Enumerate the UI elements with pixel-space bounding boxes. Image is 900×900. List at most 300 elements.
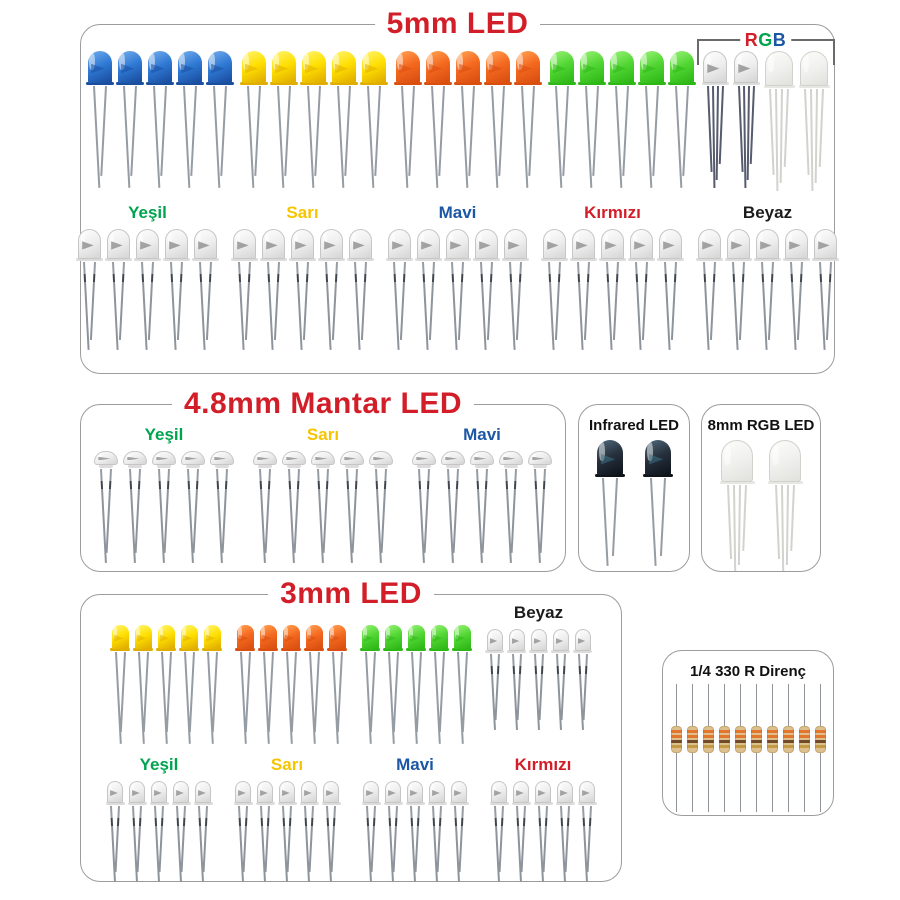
resistor bbox=[749, 684, 764, 812]
led-legs bbox=[304, 806, 313, 882]
led-dome bbox=[369, 451, 393, 465]
led-leg bbox=[220, 86, 227, 176]
led-reflection bbox=[479, 241, 491, 249]
led-legs bbox=[176, 806, 185, 882]
panel-title: Infrared LED bbox=[588, 417, 679, 434]
led-reflection bbox=[160, 635, 169, 642]
led-reflection bbox=[111, 241, 123, 249]
group-label: Kırmızı bbox=[584, 203, 641, 222]
led-mantar bbox=[498, 451, 525, 563]
led-legs bbox=[521, 86, 535, 188]
led-3mm-clear bbox=[127, 781, 147, 882]
led-reflection bbox=[818, 241, 830, 249]
led-leg bbox=[199, 262, 206, 350]
led-leg bbox=[733, 485, 736, 571]
led-legs bbox=[775, 485, 795, 571]
led-3mm-green bbox=[429, 625, 450, 744]
led-reflection bbox=[410, 790, 418, 796]
led-reflection bbox=[151, 64, 164, 74]
led-group-yeşil bbox=[105, 755, 213, 882]
led-legs bbox=[183, 86, 197, 188]
led-leg bbox=[265, 469, 271, 553]
led-legs bbox=[367, 86, 381, 188]
led-reflection bbox=[416, 457, 428, 461]
led-reflection bbox=[127, 457, 139, 461]
led-3mm-clear bbox=[149, 781, 169, 882]
led-legs bbox=[454, 806, 463, 882]
led-reflection bbox=[331, 635, 340, 642]
led-reflection bbox=[98, 457, 110, 461]
led-leg bbox=[718, 86, 723, 164]
led-3mm-clear bbox=[105, 781, 125, 882]
led-leg bbox=[344, 86, 351, 176]
led-leg bbox=[528, 86, 535, 176]
led-group-5mm-orange bbox=[394, 51, 542, 188]
led-dome bbox=[283, 625, 300, 649]
led-reflection bbox=[490, 638, 498, 644]
led-legs bbox=[286, 652, 296, 744]
led-leg bbox=[712, 86, 715, 188]
led-leg bbox=[538, 654, 543, 720]
resistor-row bbox=[663, 684, 833, 812]
led-dome bbox=[165, 229, 188, 259]
led-5mm-yellow bbox=[360, 51, 388, 188]
led-5mm-clear bbox=[657, 229, 684, 350]
led-5mm-clear bbox=[628, 229, 655, 350]
panel-title: 3mm LED bbox=[268, 575, 434, 613]
led-highlight bbox=[768, 54, 774, 72]
led-leg bbox=[159, 806, 164, 872]
led-leg bbox=[732, 262, 739, 350]
led-leg bbox=[577, 262, 584, 350]
led-reflection bbox=[388, 790, 396, 796]
led-leg bbox=[585, 86, 592, 188]
led-legs bbox=[434, 652, 444, 744]
led-reflection bbox=[456, 635, 465, 642]
group-label: Mavi bbox=[396, 755, 434, 774]
led-reflection bbox=[304, 790, 312, 796]
led-leg bbox=[254, 86, 261, 176]
led-leg bbox=[739, 262, 745, 340]
led-leg bbox=[671, 262, 677, 340]
led-5mm-clear bbox=[134, 229, 161, 350]
led-3mm-yellow bbox=[156, 625, 177, 744]
led-reflection bbox=[489, 64, 502, 74]
led-reflection bbox=[260, 790, 268, 796]
led-leg bbox=[206, 262, 212, 340]
led-legs bbox=[158, 469, 170, 563]
led-5mm-clear bbox=[231, 229, 258, 350]
led-leg bbox=[130, 86, 137, 176]
led-dome bbox=[362, 51, 386, 83]
led-legs bbox=[512, 654, 521, 730]
led-legs bbox=[819, 262, 832, 350]
led-leg bbox=[287, 806, 292, 872]
led-legs bbox=[337, 86, 351, 188]
led-reflection bbox=[266, 241, 278, 249]
led-reflection bbox=[198, 241, 210, 249]
led-reflection bbox=[206, 635, 215, 642]
led-dome bbox=[260, 625, 277, 649]
led-dome bbox=[454, 625, 471, 649]
led-dome bbox=[543, 229, 566, 259]
led-legs bbox=[738, 86, 755, 188]
led-legs bbox=[480, 262, 493, 350]
led-dome bbox=[785, 229, 808, 259]
led-dome bbox=[148, 51, 172, 83]
led-5mm-clear bbox=[570, 229, 597, 350]
led-dome bbox=[475, 229, 498, 259]
group-label: Yeşil bbox=[144, 425, 184, 444]
led-leg bbox=[738, 485, 741, 565]
group-label: Sarı bbox=[306, 425, 340, 444]
led-leg bbox=[181, 806, 186, 872]
led-reflection bbox=[324, 241, 336, 249]
led-legs bbox=[277, 86, 291, 188]
led-legs bbox=[410, 806, 419, 882]
led-legs bbox=[170, 262, 183, 350]
led-leg bbox=[222, 469, 228, 553]
led-dome bbox=[504, 229, 527, 259]
led-legs bbox=[112, 262, 125, 350]
resistor-body bbox=[799, 726, 810, 753]
led-leg bbox=[325, 262, 332, 350]
resistor-body bbox=[767, 726, 778, 753]
led-reflection bbox=[649, 454, 663, 465]
led-dome bbox=[311, 451, 335, 465]
led-5mm-yellow bbox=[300, 51, 328, 188]
led-legs bbox=[703, 262, 716, 350]
led-leg bbox=[790, 485, 795, 551]
led-leg bbox=[521, 806, 526, 872]
led-leg bbox=[606, 262, 613, 350]
led-reflection bbox=[445, 457, 457, 461]
led-legs bbox=[650, 478, 666, 566]
led-legs bbox=[213, 86, 227, 188]
led-dome bbox=[323, 781, 339, 803]
led-dome bbox=[645, 440, 671, 475]
led-legs bbox=[451, 262, 464, 350]
led-legs bbox=[645, 86, 659, 188]
led-reflection bbox=[237, 241, 249, 249]
led-legs bbox=[509, 262, 522, 350]
led-row bbox=[541, 229, 684, 350]
led-dome bbox=[118, 51, 142, 83]
led-dome bbox=[257, 781, 273, 803]
led-dome bbox=[407, 781, 423, 803]
led-reflection bbox=[578, 638, 586, 644]
led-leg bbox=[453, 469, 459, 553]
led-rgb-diffused bbox=[799, 51, 830, 191]
led-leg bbox=[521, 86, 528, 188]
led-reflection bbox=[198, 790, 206, 796]
led-mantar bbox=[339, 451, 366, 563]
led-3mm-clear bbox=[427, 781, 447, 882]
led-reflection bbox=[185, 457, 197, 461]
led-leg bbox=[743, 86, 746, 188]
resistor-body bbox=[719, 726, 730, 753]
led-3mm-labeled-row bbox=[81, 755, 621, 882]
led-row bbox=[489, 781, 597, 882]
led-reflection bbox=[429, 64, 442, 74]
led-leg bbox=[244, 652, 250, 732]
led-leg bbox=[415, 806, 420, 872]
led-dome bbox=[456, 51, 480, 83]
led-reflection bbox=[110, 790, 118, 796]
led-mantar bbox=[151, 451, 178, 563]
led-dome bbox=[557, 781, 573, 803]
led-dome bbox=[509, 629, 525, 651]
led-dome bbox=[446, 229, 469, 259]
led-leg bbox=[401, 86, 408, 188]
panel-title: 8mm RGB LED bbox=[707, 417, 815, 434]
led-reflection bbox=[738, 64, 750, 73]
led-leg bbox=[761, 262, 768, 350]
led-reflection bbox=[538, 790, 546, 796]
led-3mm-colored-row bbox=[81, 595, 621, 744]
led-dome bbox=[362, 625, 379, 649]
led-8mm-rgb-row bbox=[702, 440, 820, 571]
led-5mm-green bbox=[548, 51, 576, 188]
led-5mm-blue bbox=[146, 51, 174, 188]
led-dome bbox=[487, 629, 503, 651]
led-dome bbox=[129, 781, 145, 803]
led-dome bbox=[262, 229, 285, 259]
led-leg bbox=[499, 806, 504, 872]
led-legs bbox=[675, 86, 689, 188]
led-reflection bbox=[450, 241, 462, 249]
led-leg bbox=[284, 86, 291, 176]
resistor-body bbox=[751, 726, 762, 753]
led-leg bbox=[797, 262, 803, 340]
led-dome bbox=[572, 229, 595, 259]
led-leg bbox=[438, 86, 445, 176]
led-reflection bbox=[494, 790, 502, 796]
led-5mm-clear bbox=[725, 229, 752, 350]
led-5mm-labeled-row bbox=[81, 203, 834, 350]
led-leg bbox=[635, 262, 642, 350]
led-dome bbox=[332, 51, 356, 83]
led-dome bbox=[320, 229, 343, 259]
led-leg bbox=[277, 86, 284, 188]
led-reflection bbox=[353, 241, 365, 249]
led-group-mavi bbox=[386, 203, 529, 350]
led-dome bbox=[123, 451, 147, 465]
led-5mm-green bbox=[608, 51, 636, 188]
led-reflection bbox=[282, 790, 290, 796]
led-reflection bbox=[410, 635, 419, 642]
led-reflection bbox=[275, 64, 288, 74]
led-5mm-clear bbox=[76, 229, 103, 350]
led-leg bbox=[784, 89, 789, 167]
group-label: Sarı bbox=[270, 755, 304, 774]
led-dome bbox=[301, 781, 317, 803]
led-legs bbox=[207, 652, 217, 744]
led-group-sarı bbox=[231, 203, 374, 350]
led-5mm-green bbox=[668, 51, 696, 188]
led-5mm-yellow bbox=[240, 51, 268, 188]
led-dome bbox=[670, 51, 694, 83]
led-leg bbox=[826, 262, 832, 340]
led-reflection bbox=[326, 790, 334, 796]
led-legs bbox=[516, 806, 525, 882]
led-leg bbox=[555, 262, 561, 340]
led-leg bbox=[602, 478, 609, 566]
led-legs bbox=[534, 469, 546, 563]
led-legs bbox=[707, 86, 724, 188]
led-legs bbox=[317, 469, 329, 563]
led-5mm-green bbox=[578, 51, 606, 188]
led-leg bbox=[592, 86, 599, 176]
led-dome bbox=[516, 51, 540, 83]
led-dome bbox=[152, 451, 176, 465]
led-dome bbox=[800, 51, 828, 86]
led-reflection bbox=[211, 64, 224, 74]
led-dome bbox=[535, 781, 551, 803]
led-5mm-clear bbox=[754, 229, 781, 350]
led-leg bbox=[613, 262, 619, 340]
led-5mm-clear bbox=[473, 229, 500, 350]
led-dome bbox=[208, 51, 232, 83]
led-reflection bbox=[169, 241, 181, 249]
led-dome bbox=[580, 51, 604, 83]
led-group-5mm-blue bbox=[86, 51, 234, 188]
resistor-body bbox=[735, 726, 746, 753]
group-label: Beyaz bbox=[513, 603, 564, 622]
led-leg bbox=[238, 262, 245, 350]
led-dome bbox=[135, 625, 152, 649]
led-mantar bbox=[281, 451, 308, 563]
led-reflection bbox=[121, 64, 134, 74]
led-3mm-green bbox=[383, 625, 404, 744]
led-reflection bbox=[553, 64, 566, 74]
led-leg bbox=[715, 86, 718, 180]
resistor bbox=[717, 684, 732, 812]
led-legs bbox=[161, 652, 171, 744]
led-leg bbox=[352, 469, 358, 553]
led-dome bbox=[195, 781, 211, 803]
led-row bbox=[252, 451, 395, 563]
led-legs bbox=[332, 652, 342, 744]
led-leg bbox=[746, 86, 749, 180]
led-row bbox=[93, 451, 236, 563]
led-group-beyaz bbox=[696, 203, 839, 350]
led-mantar bbox=[368, 451, 395, 563]
led-dome bbox=[210, 451, 234, 465]
led-mantar-row bbox=[81, 425, 565, 563]
led-legs bbox=[198, 806, 207, 882]
led-group-mavi bbox=[361, 755, 469, 882]
led-legs bbox=[141, 262, 154, 350]
led-leg bbox=[148, 262, 154, 340]
led-reflection bbox=[582, 790, 590, 796]
led-dome bbox=[88, 51, 112, 83]
led-reflection bbox=[156, 457, 168, 461]
led-reflection bbox=[245, 64, 258, 74]
led-5mm-blue bbox=[176, 51, 204, 188]
led-leg bbox=[790, 262, 797, 350]
led-3mm-clear bbox=[255, 781, 275, 882]
led-leg bbox=[135, 469, 141, 553]
led-legs bbox=[375, 469, 387, 563]
led-leg bbox=[516, 262, 522, 340]
led-legs bbox=[418, 469, 430, 563]
led-row bbox=[361, 781, 469, 882]
led-legs bbox=[393, 262, 406, 350]
led-reflection bbox=[433, 635, 442, 642]
led-reflection bbox=[760, 241, 772, 249]
led-leg bbox=[560, 654, 565, 720]
led-row bbox=[386, 229, 529, 350]
led-3mm-orange bbox=[304, 625, 325, 744]
led-leg bbox=[393, 806, 398, 872]
led-legs bbox=[790, 262, 803, 350]
led-legs bbox=[238, 806, 247, 882]
led-5mm-clear bbox=[347, 229, 374, 350]
led-5mm-clear bbox=[812, 229, 839, 350]
led-reflection bbox=[789, 241, 801, 249]
led-leg bbox=[183, 86, 190, 188]
led-3mm-clear bbox=[449, 781, 469, 882]
led-leg bbox=[461, 86, 468, 188]
led-rgb-clear bbox=[702, 51, 729, 188]
led-leg bbox=[164, 469, 170, 553]
led-leg bbox=[498, 86, 505, 176]
led-group-5mm-yellow bbox=[240, 51, 388, 188]
led-3mm-yellow bbox=[202, 625, 223, 744]
led-leg bbox=[247, 86, 254, 188]
resistor bbox=[781, 684, 796, 812]
led-reflection bbox=[508, 241, 520, 249]
led-leg bbox=[265, 806, 270, 872]
led-5mm-clear bbox=[696, 229, 723, 350]
led-infrared bbox=[641, 440, 675, 566]
led-reflection bbox=[154, 790, 162, 796]
led-reflection bbox=[183, 635, 192, 642]
led-dome bbox=[396, 51, 420, 83]
led-reflection bbox=[315, 457, 327, 461]
led-5mm-clear bbox=[318, 229, 345, 350]
led-reflection bbox=[707, 64, 719, 73]
led-dome bbox=[181, 625, 198, 649]
led-group-yeşil bbox=[76, 203, 219, 350]
led-5mm-blue bbox=[86, 51, 114, 188]
led-leg bbox=[768, 262, 774, 340]
led-leg bbox=[307, 86, 314, 188]
led-3mm-orange bbox=[235, 625, 256, 744]
led-mantar bbox=[469, 451, 496, 563]
led-leg bbox=[509, 262, 516, 350]
led-leg bbox=[313, 652, 319, 732]
led-leg bbox=[429, 262, 435, 340]
led-legs bbox=[491, 86, 505, 188]
led-dome bbox=[528, 451, 552, 465]
led-leg bbox=[543, 806, 548, 872]
led-group-kırmızı bbox=[541, 203, 684, 350]
led-5mm-blue bbox=[206, 51, 234, 188]
led-leg bbox=[815, 89, 818, 183]
led-legs bbox=[153, 86, 167, 188]
led-leg bbox=[494, 654, 499, 720]
led-row bbox=[76, 229, 219, 350]
led-5mm-orange bbox=[394, 51, 422, 188]
led-group-3mm-orange bbox=[235, 625, 348, 744]
led-reflection bbox=[295, 241, 307, 249]
led-leg bbox=[451, 262, 458, 350]
led-dome bbox=[237, 625, 254, 649]
led-leg bbox=[810, 89, 813, 191]
led-dome bbox=[610, 51, 634, 83]
